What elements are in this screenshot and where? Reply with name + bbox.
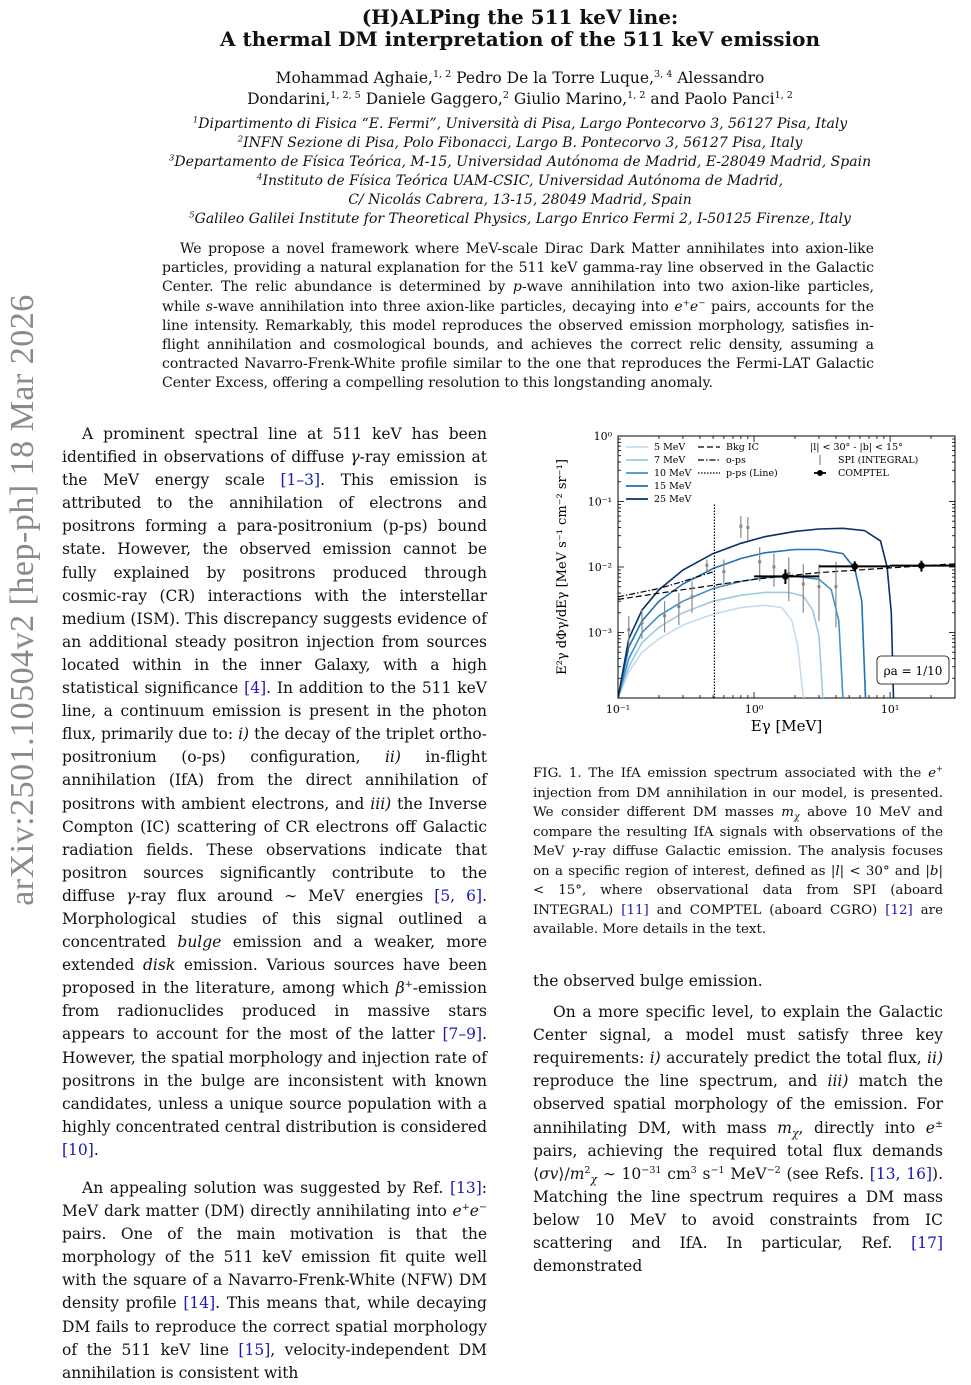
comptel-data-point <box>851 563 858 570</box>
series-line <box>618 576 843 698</box>
figure-1-chart <box>548 422 968 742</box>
citation-link[interactable]: [17] <box>911 1234 943 1253</box>
y-tick-label: 10⁻¹ <box>587 495 612 509</box>
spi-data-point <box>834 585 837 588</box>
citation-link[interactable]: [4] <box>244 679 267 698</box>
annotation-label: ρa = 1/10 <box>883 664 943 678</box>
comptel-data-point <box>782 573 789 580</box>
legend-mass-label: 10 MeV <box>654 468 692 479</box>
spi-data-point <box>746 526 749 529</box>
x-tick-label: 10⁻¹ <box>605 703 631 716</box>
comptel-data-point <box>918 562 925 569</box>
spi-data-point <box>722 570 725 573</box>
spi-data-point <box>758 560 761 563</box>
legend-region-label: |l| < 30° - |b| < 15° <box>810 442 903 453</box>
body-paragraph-4: On a more specific level, to explain the Galactic Center signal, a model must satisfy three key requirements: i) accurately predict the total flux, ii) reproduce the line spectrum, and iii) match the observed spatial morphology of the emission. For annihilating DM, with mass $m_\chi$, directly into e± pairs, achieving the required total flux demands $⟨\sigma v⟩/m^2_\chi$ ∼ $10^{-31}$ $cm^3$ $s^{-1}$ MeV$^{-2}$ (see Refs. [13, 16]). Matching the line spectrum requires a DM mass below 10 MeV to avoid constraints from IC scattering and IfA. In particular, Ref. [17] demonstrated <box>533 1003 944 1276</box>
y-axis-label: E²γ dΦγ/dEγ [MeV s⁻¹ cm⁻² sr⁻¹] <box>555 459 570 675</box>
spi-data-point <box>640 621 643 624</box>
legend-mass-label: 25 MeV <box>654 494 692 505</box>
series-line <box>618 592 823 698</box>
citation-link[interactable]: [10] <box>62 1140 94 1159</box>
legend-spi-label: SPI (INTEGRAL) <box>838 455 919 466</box>
affiliation-4: $^4$Instituto de Física Teórica UAM-CSIC, Universidad Autónoma de Madrid, <box>256 172 784 189</box>
legend-style-label: o-ps <box>726 455 746 466</box>
title-line-1: (H)ALPing the 511 keV line: <box>361 5 679 29</box>
citation-link[interactable]: [14] <box>183 1294 216 1313</box>
body-paragraph-1: A prominent spectral line at 511 keV has been identified in observations of diffuse γ-ray emission at the MeV energy scale [1–3]. This emission is attributed to the annihilation of electrons and positrons forming a para-positronium (p-ps) bound state. However, the observed emission cannot be fully explained by positrons produced through cosmic-ray (CR) interactions with the interstellar medium (ISM). This discrepancy suggests evidence of an additional steady positron injection from sources located within in the inner Galaxy, with a high statistical significance [4]. In addition to the 511 keV line, a continuum emission is present in the photon flux, primarily due to: i) the decay of the triplet ortho-positronium (o-ps) configuration, ii) in-flight annihilation (IfA) from the direct annihilation of positrons with ambient electrons, and iii) the Inverse Compton (IC) scattering of CR electrons off Galactic radiation fields. These observations indicate that positron sources significantly contribute to the diffuse γ-ray flux around ∼ MeV energies [5, 6]. Morphological studies of this signal outlined a concentrated bulge emission and a weaker, more extended disk emission. Various sources have been proposed in the literature, among which β+-emission from radionuclides produced in massive stars appears to account for the most of the latter [7–9]. However, the spatial morphology and injection rate of positrons in the bulge are inconsistent with known candidates, unless a unique source population with a highly concentrated central distribution is considered [10]. <box>62 425 488 1159</box>
body-paragraph-3: the observed bulge emission. <box>533 972 763 990</box>
left-column <box>62 423 487 1385</box>
x-tick-label: 10¹ <box>880 703 900 716</box>
spi-data-point <box>817 585 820 588</box>
x-axis-label: Eγ [MeV] <box>750 717 823 735</box>
legend-comptel-label: COMPTEL <box>838 468 889 479</box>
legend-mass-label: 7 MeV <box>654 455 686 466</box>
spi-data-point <box>802 583 805 586</box>
legend-mass-label: 15 MeV <box>654 481 692 492</box>
right-column <box>533 970 943 1278</box>
spi-data-point <box>691 595 694 598</box>
affiliation-5: $^5$Galileo Galilei Institute for Theoretical Physics, Largo Enrico Fermi 2, I-50125 Firenze, Italy <box>189 210 851 227</box>
spi-data-point <box>663 614 666 617</box>
y-tick-label: 10⁰ <box>593 430 612 443</box>
author-line-2: Dondarini,$^{1, 2, 5}$ Daniele Gaggero,$^2$ Giulio Marino,$^{1, 2}$ and Paolo Panci$^{1, 2}$ <box>247 89 793 108</box>
citation-link[interactable]: [12] <box>885 902 913 918</box>
affiliation-2: $^2$INFN Sezione di Pisa, Polo Fibonacci, Largo B. Pontecorvo 3, 56127 Pisa, Italy <box>237 134 803 151</box>
series-line <box>618 528 894 698</box>
affiliation-3: $^3$Departamento de Física Teórica, M-15, Universidad Autónoma de Madrid, E-28049 Madrid, Spain <box>168 153 872 170</box>
spi-data-point <box>772 566 775 569</box>
legend-mass-label: 5 MeV <box>654 442 686 453</box>
spi-data-point <box>627 628 630 631</box>
legend-comptel-dot <box>817 470 823 476</box>
author-list <box>160 68 880 110</box>
affiliation-4-address: C/ Nicolás Cabrera, 13-15, 28049 Madrid, Spain <box>348 192 692 208</box>
citation-link[interactable]: [11] <box>621 902 649 918</box>
affiliation-1: $^1$Dipartimento di Fisica “E. Fermi”, Università di Pisa, Largo Pontecorvo 3, 56127 Pisa, Italy <box>192 115 848 132</box>
series-line <box>618 605 803 698</box>
abstract: We propose a novel framework where MeV-scale Dirac Dark Matter annihilates into axion-like particles, providing a natural explanation for the 511 keV gamma-ray line observed in the Galactic Center. The relic abundance is determined by p-wave annihilation into two axion-like particles, while s-wave annihilation into three axion-like particles, decaying into e+e− pairs, accounts for the line intensity. Remarkably, this model reproduces the observed emission morphology, satisfies in-flight annihilation and cosmological bounds, and achieves the correct relic density, assuming a contracted Navarro-Frenk-White profile similar to the one that reproduces the Fermi-LAT Galactic Center Excess, offering a compelling resolution to this longstanding anomaly. <box>162 241 874 392</box>
affiliations <box>140 115 900 229</box>
x-tick-label: 10⁰ <box>744 703 764 716</box>
citation-link[interactable]: [13, 16] <box>869 1164 933 1183</box>
paper-title <box>160 6 880 50</box>
figure-caption: FIG. 1. The IfA emission spectrum associated with the e+ injection from DM annihilation in our model, is presented. We consider different DM masses $m_\chi$ above 10 MeV and compare the resulting IfA signals with observations of the MeV γ-ray diffuse Galactic emission. The analysis focuses on a specific region of interest, defined as |l| < 30° and |b| < 15°, where observational data from SPI (aboard INTEGRAL) [11] and COMPTEL (aboard CGRO) [12] are available. More details in the text. <box>533 763 943 937</box>
spi-data-point <box>677 605 680 608</box>
title-line-2: A thermal DM interpretation of the 511 keV emission <box>219 27 821 51</box>
arxiv-stamp: arXiv:2501.10504v2 [hep-ph] 18 Mar 2026 <box>4 294 41 906</box>
citation-link[interactable]: [13] <box>449 1179 482 1197</box>
citation-link[interactable]: [5, 6] <box>434 886 483 905</box>
citation-link[interactable]: [1–3] <box>280 471 321 490</box>
citation-link[interactable]: [15] <box>238 1340 271 1359</box>
spi-data-point <box>739 525 742 528</box>
citation-link[interactable]: [7–9] <box>442 1025 483 1044</box>
y-tick-label: 10⁻² <box>587 561 612 574</box>
legend-style-label: Bkg IC <box>726 442 759 453</box>
spi-data-point <box>705 564 708 567</box>
author-line-1: Mohammad Aghaie,$^{1, 2}$ Pedro De la Torre Luque,$^{3, 4}$ Alessandro <box>275 68 765 87</box>
body-paragraph-2: An appealing solution was suggested by Ref. [13]: MeV dark matter (DM) directly annihilating into e+e− pairs. One of the main motivation is that the morphology of the 511 keV emission fit quite well with the square of a Navarro-Frenk-White (NFW) DM density profile [14]. This means that, while decaying DM fails to reproduce the correct spatial morphology of the 511 keV line [15], velocity-independent DM annihilation is consistent with <box>62 1179 487 1382</box>
legend-style-label: p-ps (Line) <box>726 468 778 479</box>
y-tick-label: 10⁻³ <box>587 626 612 640</box>
